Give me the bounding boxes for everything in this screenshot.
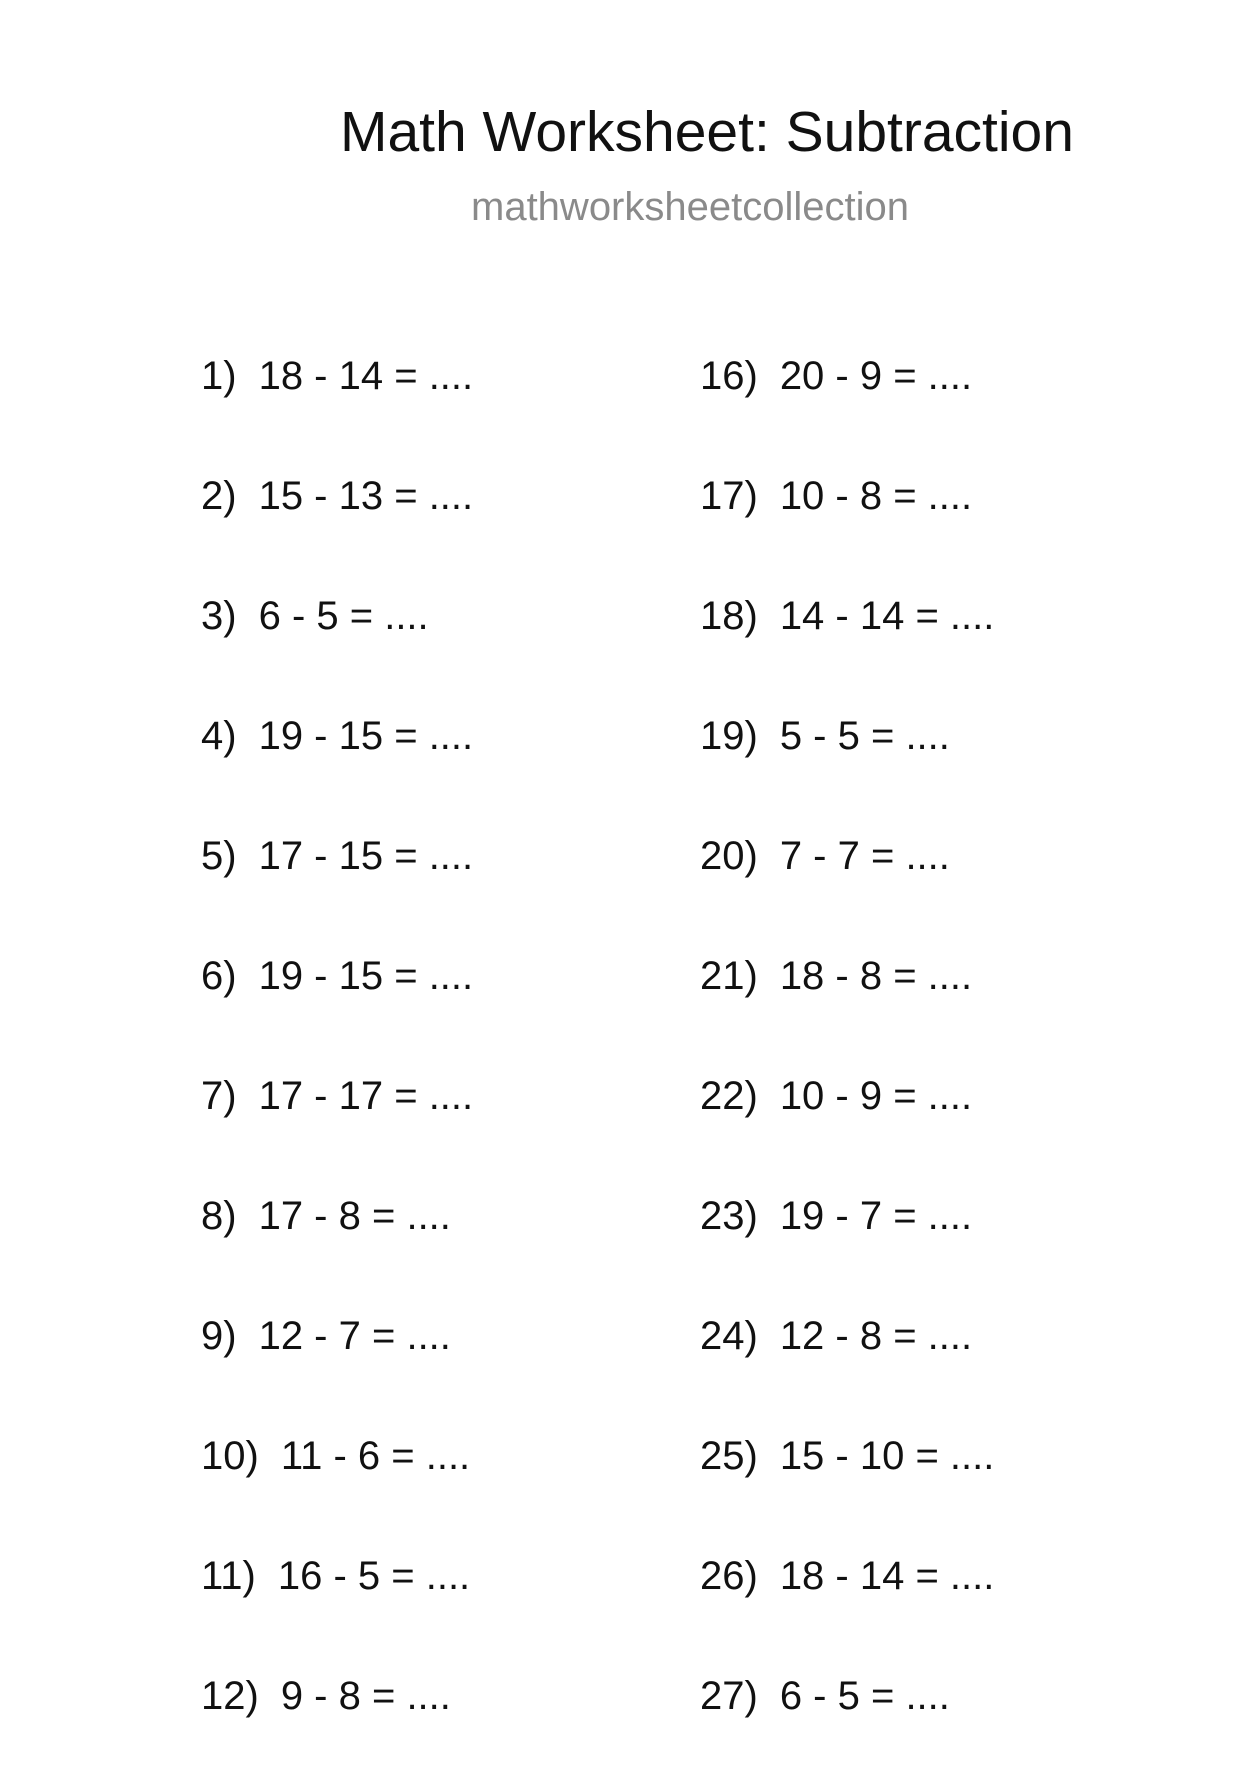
problem-number: 5) bbox=[201, 834, 237, 878]
problem-number: 16) bbox=[700, 354, 758, 398]
problem-10 bbox=[201, 1428, 681, 1548]
problem-expression: 6 - 5 = .... bbox=[258, 594, 429, 638]
problem-number: 2) bbox=[201, 474, 237, 518]
problem-21 bbox=[700, 948, 1180, 1068]
problem-number: 18) bbox=[700, 594, 758, 638]
problem-expression: 19 - 15 = .... bbox=[258, 714, 474, 758]
problem-expression: 10 - 8 = .... bbox=[779, 474, 973, 518]
problem-expression: 17 - 17 = .... bbox=[258, 1074, 474, 1118]
problem-number: 1) bbox=[201, 354, 237, 398]
problem-expression: 12 - 7 = .... bbox=[258, 1314, 451, 1358]
problem-25 bbox=[700, 1428, 1180, 1548]
problem-2 bbox=[201, 468, 681, 588]
problem-17 bbox=[700, 468, 1180, 588]
problem-expression: 19 - 7 = .... bbox=[779, 1194, 973, 1238]
problem-number: 4) bbox=[201, 714, 237, 758]
problem-9 bbox=[201, 1308, 681, 1428]
problem-expression: 18 - 14 = .... bbox=[258, 354, 474, 398]
problem-number: 9) bbox=[201, 1314, 237, 1358]
problem-number: 11) bbox=[201, 1554, 256, 1598]
problem-number: 17) bbox=[700, 474, 758, 518]
problem-expression: 9 - 8 = .... bbox=[280, 1674, 451, 1718]
problem-16 bbox=[700, 348, 1180, 468]
problem-27 bbox=[700, 1668, 1180, 1788]
problem-number: 10) bbox=[201, 1434, 259, 1478]
problem-number: 7) bbox=[201, 1074, 237, 1118]
problem-12 bbox=[201, 1668, 681, 1788]
problem-expression: 11 - 6 = .... bbox=[280, 1434, 471, 1478]
problem-expression: 20 - 9 = .... bbox=[779, 354, 973, 398]
problem-expression: 18 - 14 = .... bbox=[779, 1554, 995, 1598]
problem-expression: 17 - 15 = .... bbox=[258, 834, 474, 878]
problem-23 bbox=[700, 1188, 1180, 1308]
problem-4 bbox=[201, 708, 681, 828]
problem-number: 12) bbox=[201, 1674, 259, 1718]
problem-expression: 6 - 5 = .... bbox=[779, 1674, 950, 1718]
problem-expression: 19 - 15 = .... bbox=[258, 954, 474, 998]
problem-expression: 16 - 5 = .... bbox=[277, 1554, 471, 1598]
problem-number: 27) bbox=[700, 1674, 758, 1718]
problem-1 bbox=[201, 348, 681, 468]
problem-26 bbox=[700, 1548, 1180, 1668]
problem-19 bbox=[700, 708, 1180, 828]
worksheet-subtitle: mathworksheetcollection bbox=[471, 185, 909, 229]
problem-expression: 12 - 8 = .... bbox=[779, 1314, 973, 1358]
problem-column-right bbox=[700, 348, 1180, 1788]
problem-expression: 14 - 14 = .... bbox=[779, 594, 995, 638]
problem-number: 25) bbox=[700, 1434, 758, 1478]
problem-expression: 15 - 10 = .... bbox=[779, 1434, 995, 1478]
problem-3 bbox=[201, 588, 681, 708]
problem-11 bbox=[201, 1548, 681, 1668]
problem-6 bbox=[201, 948, 681, 1068]
problem-18 bbox=[700, 588, 1180, 708]
problem-expression: 15 - 13 = .... bbox=[258, 474, 474, 518]
problem-number: 6) bbox=[201, 954, 237, 998]
problem-expression: 10 - 9 = .... bbox=[779, 1074, 973, 1118]
problem-number: 20) bbox=[700, 834, 758, 878]
problem-number: 19) bbox=[700, 714, 758, 758]
problem-expression: 17 - 8 = .... bbox=[258, 1194, 451, 1238]
problem-expression: 5 - 5 = .... bbox=[779, 714, 950, 758]
problem-number: 26) bbox=[700, 1554, 758, 1598]
problem-column-left bbox=[201, 348, 681, 1788]
problem-7 bbox=[201, 1068, 681, 1188]
problem-5 bbox=[201, 828, 681, 948]
worksheet-title: Math Worksheet: Subtraction bbox=[340, 100, 1074, 164]
problem-expression: 7 - 7 = .... bbox=[779, 834, 950, 878]
problem-22 bbox=[700, 1068, 1180, 1188]
problem-8 bbox=[201, 1188, 681, 1308]
problem-number: 23) bbox=[700, 1194, 758, 1238]
problem-number: 3) bbox=[201, 594, 237, 638]
problem-20 bbox=[700, 828, 1180, 948]
problem-24 bbox=[700, 1308, 1180, 1428]
problem-number: 22) bbox=[700, 1074, 758, 1118]
problem-number: 21) bbox=[700, 954, 758, 998]
problem-expression: 18 - 8 = .... bbox=[779, 954, 973, 998]
problem-number: 24) bbox=[700, 1314, 758, 1358]
problem-number: 8) bbox=[201, 1194, 237, 1238]
